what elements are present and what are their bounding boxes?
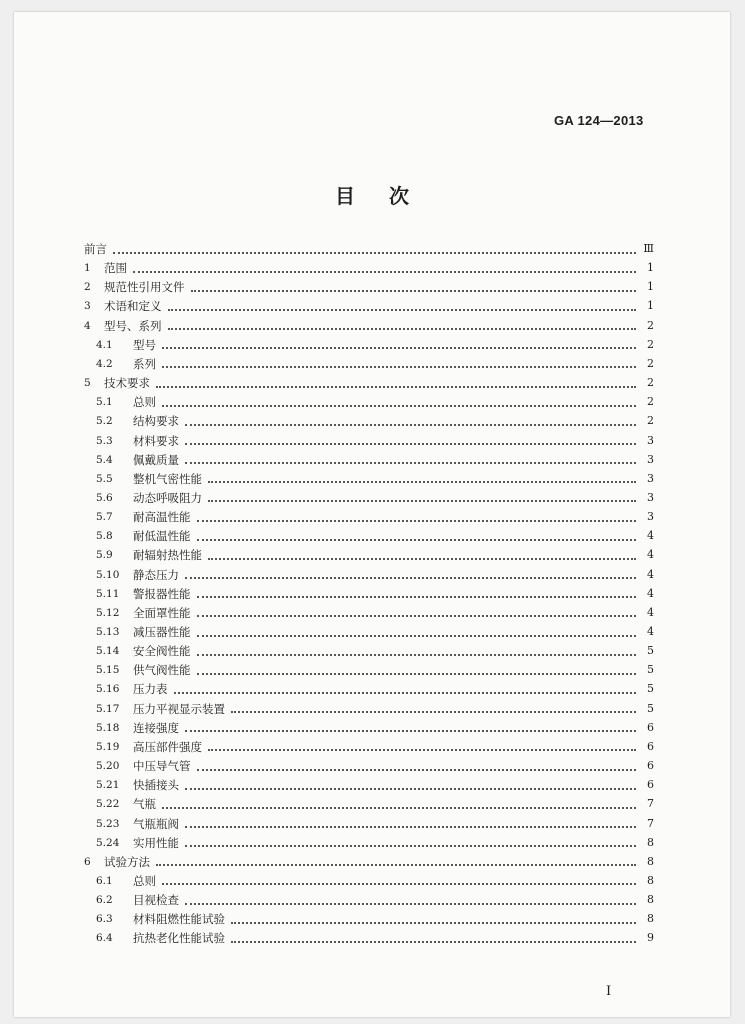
toc-entry[interactable] bbox=[96, 623, 654, 641]
toc-entry-number: 5.24 bbox=[96, 836, 120, 849]
toc-entry-label: 压力平视显示装置 bbox=[133, 701, 225, 716]
dot-leader bbox=[191, 289, 637, 292]
toc-entry-number: 5.21 bbox=[96, 779, 120, 792]
toc-entry[interactable] bbox=[96, 910, 654, 928]
dot-leader bbox=[231, 710, 636, 713]
toc-entry-number: 6.1 bbox=[96, 874, 113, 887]
toc-entry-label: 佩戴质量 bbox=[133, 452, 179, 467]
toc-entry[interactable] bbox=[96, 700, 654, 718]
toc-entry-number: 5.20 bbox=[96, 760, 120, 773]
dot-leader bbox=[162, 404, 636, 407]
toc-entry-number: 5.6 bbox=[96, 491, 113, 504]
dot-leader bbox=[185, 461, 636, 464]
dot-leader bbox=[168, 308, 637, 311]
dot-leader bbox=[156, 863, 636, 866]
toc-entry-number: 5.19 bbox=[96, 740, 120, 753]
toc-entry-label: 耐高温性能 bbox=[133, 510, 191, 525]
toc-entry-label: 材料要求 bbox=[133, 433, 179, 448]
toc-entry-label: 静态压力 bbox=[133, 567, 179, 582]
toc-entry-number: 5.13 bbox=[96, 626, 120, 638]
toc-entry-page: 6 bbox=[647, 759, 654, 773]
toc-entry-label: 术语和定义 bbox=[104, 299, 162, 314]
toc-entry-page: Ⅲ bbox=[643, 242, 654, 255]
toc-entry-page: 5 bbox=[647, 682, 654, 696]
toc-entry-page: 8 bbox=[647, 893, 654, 907]
toc-entry[interactable] bbox=[96, 795, 654, 813]
toc-entry-label: 中压导气管 bbox=[133, 759, 191, 774]
document-page bbox=[14, 12, 730, 1017]
toc-entry-page: 6 bbox=[647, 778, 654, 792]
toc-entry[interactable] bbox=[84, 853, 654, 871]
toc-entry-label: 试验方法 bbox=[104, 854, 150, 869]
toc-entry-number: 5.8 bbox=[96, 530, 113, 543]
toc-entry[interactable] bbox=[84, 317, 654, 335]
dot-leader bbox=[197, 768, 637, 771]
dot-leader bbox=[162, 365, 636, 368]
toc-entry-label: 结构要求 bbox=[133, 414, 179, 429]
dot-leader bbox=[162, 882, 636, 885]
toc-entry-label: 总则 bbox=[133, 395, 156, 410]
toc-entry-page: 2 bbox=[647, 337, 654, 351]
toc-entry[interactable] bbox=[96, 891, 654, 909]
toc-entry-label: 减压器性能 bbox=[133, 625, 191, 639]
toc-entry-label: 范围 bbox=[104, 261, 127, 276]
toc-entry[interactable] bbox=[96, 566, 654, 584]
dot-leader bbox=[208, 748, 636, 751]
toc-entry[interactable] bbox=[96, 872, 654, 890]
dot-leader bbox=[231, 940, 636, 943]
toc-entry-number: 3 bbox=[84, 300, 91, 313]
toc-entry-label: 供气阀性能 bbox=[133, 663, 191, 678]
dot-leader bbox=[208, 499, 636, 502]
toc-entry-number: 5.9 bbox=[96, 549, 113, 562]
toc-entry[interactable] bbox=[96, 355, 654, 373]
toc-entry-number: 5.5 bbox=[96, 472, 113, 485]
toc-entry-number: 5.16 bbox=[96, 683, 120, 696]
toc-entry-page: 2 bbox=[647, 376, 654, 390]
toc-entry-label: 目视检查 bbox=[133, 893, 179, 908]
toc-entry-label: 气瓶 bbox=[133, 797, 156, 812]
toc-entry-page: 1 bbox=[647, 299, 654, 313]
toc-entry-number: 5.2 bbox=[96, 415, 113, 428]
toc-entry-label: 型号 bbox=[133, 337, 156, 352]
toc-entry-page: 6 bbox=[647, 739, 654, 753]
toc-entry-number: 5.14 bbox=[96, 645, 120, 658]
dot-leader bbox=[208, 557, 636, 560]
dot-leader bbox=[174, 691, 637, 694]
toc-entry-label: 抗热老化性能试验 bbox=[133, 931, 225, 946]
toc-entry[interactable] bbox=[96, 393, 654, 411]
toc-entry-number: 6 bbox=[84, 855, 91, 868]
toc-entry[interactable] bbox=[96, 412, 654, 430]
toc-entry[interactable] bbox=[96, 834, 654, 852]
table-of-contents bbox=[14, 12, 730, 1017]
toc-entry-page: 2 bbox=[647, 356, 654, 370]
toc-entry-number: 2 bbox=[84, 281, 91, 294]
toc-entry-number: 5.4 bbox=[96, 453, 113, 466]
toc-entry-number: 5.18 bbox=[96, 721, 120, 734]
toc-entry-page: 3 bbox=[647, 452, 654, 466]
toc-entry-page: 2 bbox=[647, 395, 654, 409]
toc-entry-number: 5.11 bbox=[96, 587, 120, 600]
dot-leader bbox=[185, 576, 636, 579]
standard-code: GA 124—2013 bbox=[554, 113, 644, 128]
dot-leader bbox=[185, 729, 636, 732]
page-number: I bbox=[606, 984, 612, 999]
toc-entry-label: 安全阀性能 bbox=[133, 644, 191, 659]
toc-entry[interactable] bbox=[96, 929, 654, 947]
toc-entry-page: 5 bbox=[647, 701, 654, 715]
dot-leader bbox=[197, 672, 637, 675]
toc-entry-page: 1 bbox=[647, 261, 654, 275]
toc-entry-page: 5 bbox=[647, 644, 654, 658]
toc-entry[interactable] bbox=[96, 815, 654, 833]
toc-entry-page: 8 bbox=[647, 854, 654, 868]
toc-entry[interactable] bbox=[96, 432, 654, 450]
toc-entry[interactable] bbox=[96, 661, 654, 679]
toc-entry-number: 5.12 bbox=[96, 606, 120, 619]
toc-entry-label: 系列 bbox=[133, 356, 156, 371]
toc-entry-page: 4 bbox=[647, 529, 654, 543]
dot-leader bbox=[197, 614, 637, 617]
toc-entry-label: 动态呼吸阻力 bbox=[133, 490, 202, 505]
toc-entry[interactable] bbox=[96, 508, 654, 526]
toc-entry[interactable] bbox=[84, 374, 654, 392]
toc-entry-page: 4 bbox=[647, 605, 654, 619]
toc-entry[interactable] bbox=[84, 278, 654, 296]
toc-entry[interactable] bbox=[96, 604, 654, 622]
toc-entry-label: 规范性引用文件 bbox=[104, 280, 185, 295]
dot-leader bbox=[133, 270, 636, 273]
toc-entry-label: 快插接头 bbox=[133, 778, 179, 793]
toc-entry[interactable] bbox=[96, 680, 654, 698]
toc-entry-label: 材料阻燃性能试验 bbox=[133, 912, 225, 927]
dot-leader bbox=[156, 385, 636, 388]
toc-entry-label: 前言 bbox=[84, 242, 107, 256]
dot-leader bbox=[197, 538, 637, 541]
toc-entry-page: 4 bbox=[647, 567, 654, 581]
toc-entry-number: 5.1 bbox=[96, 396, 113, 409]
toc-entry-page: 9 bbox=[647, 931, 654, 945]
dot-leader bbox=[208, 480, 636, 483]
dot-leader bbox=[185, 825, 636, 828]
toc-entry[interactable] bbox=[96, 719, 654, 737]
toc-entry-number: 6.2 bbox=[96, 894, 113, 907]
toc-entry-label: 耐低温性能 bbox=[133, 529, 191, 544]
toc-entry[interactable] bbox=[96, 546, 654, 564]
toc-entry-number: 5.7 bbox=[96, 511, 113, 524]
toc-entry-label: 警报器性能 bbox=[133, 586, 191, 601]
dot-leader bbox=[113, 251, 636, 254]
toc-entry-label: 全面罩性能 bbox=[133, 605, 191, 620]
toc-entry-label: 连接强度 bbox=[133, 720, 179, 735]
dot-leader bbox=[162, 806, 636, 809]
toc-entry-number: 4.1 bbox=[96, 338, 113, 351]
toc-entry-number: 4 bbox=[84, 319, 91, 332]
toc-entry-page: 5 bbox=[647, 663, 654, 677]
toc-entry-number: 5.17 bbox=[96, 702, 120, 715]
toc-entry-label: 高压部件强度 bbox=[133, 739, 202, 754]
dot-leader bbox=[185, 442, 636, 445]
dot-leader bbox=[168, 327, 637, 330]
toc-entry[interactable] bbox=[84, 240, 654, 258]
page-title: 目次 bbox=[335, 184, 443, 208]
toc-entry-label: 整机气密性能 bbox=[133, 471, 202, 486]
toc-entry-label: 压力表 bbox=[133, 682, 168, 697]
toc-entry-number: 5.10 bbox=[96, 568, 120, 581]
toc-entry-number: 5.15 bbox=[96, 664, 120, 677]
toc-entry-label: 气瓶瓶阀 bbox=[133, 816, 179, 831]
dot-leader bbox=[185, 902, 636, 905]
toc-entry-page: 3 bbox=[647, 471, 654, 485]
dot-leader bbox=[185, 423, 636, 426]
toc-entry[interactable] bbox=[96, 642, 654, 660]
toc-entry-number: 4.2 bbox=[96, 357, 113, 370]
dot-leader bbox=[197, 519, 637, 522]
toc-entry[interactable] bbox=[96, 738, 654, 756]
toc-entry[interactable] bbox=[96, 451, 654, 469]
toc-entry-page: 3 bbox=[647, 510, 654, 524]
toc-entry-number: 5.22 bbox=[96, 798, 120, 811]
toc-entry[interactable] bbox=[96, 527, 654, 545]
toc-entry-number: 6.3 bbox=[96, 913, 113, 926]
dot-leader bbox=[162, 346, 636, 349]
toc-entry-page: 1 bbox=[647, 280, 654, 294]
toc-entry-page: 4 bbox=[647, 586, 654, 600]
toc-entry-page: 4 bbox=[647, 548, 654, 562]
toc-entry[interactable] bbox=[96, 470, 654, 488]
toc-entry[interactable] bbox=[96, 489, 654, 507]
toc-entry-label: 技术要求 bbox=[104, 376, 150, 391]
toc-entry-page: 8 bbox=[647, 912, 654, 926]
toc-entry-number: 6.4 bbox=[96, 932, 113, 945]
toc-entry[interactable] bbox=[96, 757, 654, 775]
dot-leader bbox=[185, 787, 636, 790]
toc-entry-number: 5.3 bbox=[96, 434, 113, 447]
toc-entry[interactable] bbox=[84, 297, 654, 315]
dot-leader bbox=[197, 595, 637, 598]
dot-leader bbox=[231, 921, 636, 924]
toc-entry-label: 耐辐射热性能 bbox=[133, 548, 202, 563]
toc-entry[interactable] bbox=[96, 585, 654, 603]
toc-entry[interactable] bbox=[96, 776, 654, 794]
toc-entry-page: 2 bbox=[647, 318, 654, 332]
toc-entry-label: 实用性能 bbox=[133, 835, 179, 850]
toc-entry-page: 8 bbox=[647, 835, 654, 849]
toc-entry-page: 8 bbox=[647, 873, 654, 887]
toc-entry-number: 5.23 bbox=[96, 817, 120, 830]
toc-entry[interactable] bbox=[84, 259, 654, 277]
toc-entry-page: 4 bbox=[647, 625, 654, 638]
toc-entry-label: 总则 bbox=[133, 873, 156, 888]
toc-entry-label: 型号、系列 bbox=[104, 318, 162, 333]
toc-entry-page: 7 bbox=[647, 816, 654, 830]
toc-entry-page: 6 bbox=[647, 720, 654, 734]
dot-leader bbox=[197, 653, 637, 656]
toc-entry-number: 1 bbox=[84, 262, 91, 275]
toc-entry-page: 7 bbox=[647, 797, 654, 811]
dot-leader bbox=[197, 634, 637, 637]
dot-leader bbox=[185, 844, 636, 847]
toc-entry-page: 3 bbox=[647, 433, 654, 447]
toc-entry[interactable] bbox=[96, 336, 654, 354]
toc-entry-number: 5 bbox=[84, 377, 91, 390]
toc-entry-page: 2 bbox=[647, 414, 654, 428]
toc-entry-page: 3 bbox=[647, 490, 654, 504]
